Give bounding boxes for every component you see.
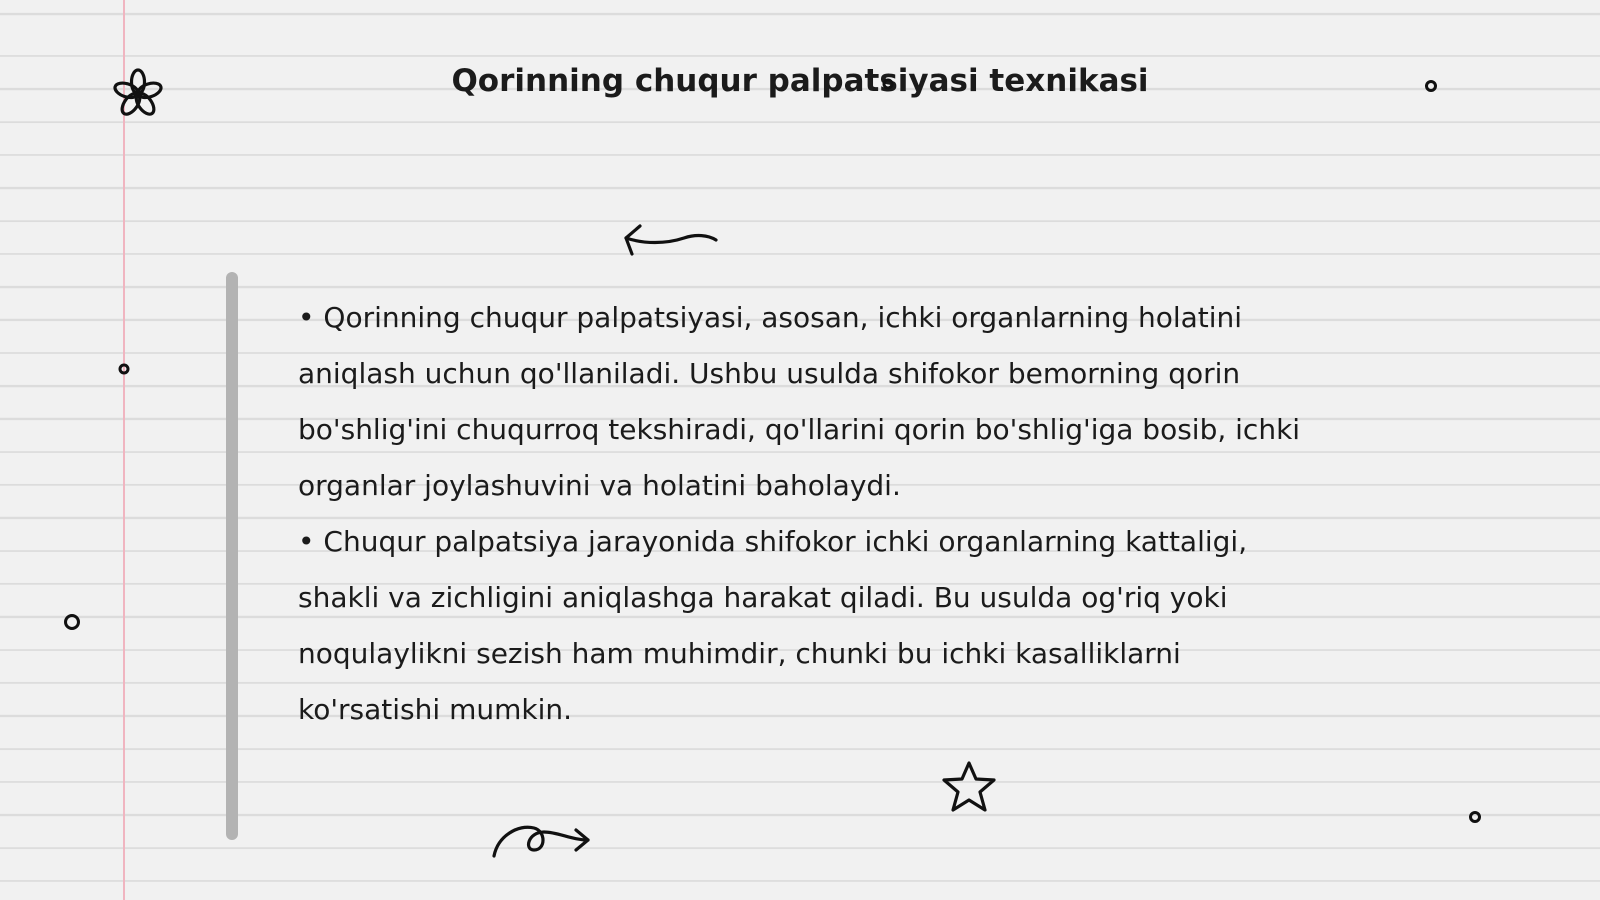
circle-icon: [1424, 79, 1438, 93]
circle-icon: [63, 613, 81, 631]
curly-arrow-right-icon: [490, 820, 594, 862]
arrow-left-icon: [622, 224, 718, 258]
bullet-paragraph-2: • Chuqur palpatsiya jarayonida shifokor ichki organlarning kattaligi, shakli va zichligini aniqlashga harakat qiladi. Bu usulda og'riq yoki noqulaylikni sezish ham muhimdir, chunki bu ichki kasalliklarni ko'rsatishi mumkin.: [298, 525, 1248, 726]
flower-icon: [112, 68, 164, 120]
notebook-margin-line: [123, 0, 125, 900]
circle-icon: [1468, 810, 1482, 824]
slide-title: Qorinning chuqur palpatsiyasi texnikasi: [451, 63, 1149, 99]
circle-icon: [882, 78, 894, 90]
slide-body: [298, 290, 1318, 738]
star-icon: [940, 760, 998, 814]
circle-icon: [118, 363, 130, 375]
bullet-paragraph-1: • Qorinning chuqur palpatsiyasi, asosan, ichki organlarning holatini aniqlash uchun qo'llaniladi. Ushbu usulda shifokor bemorning qorin bo'shlig'ini chuqurroq tekshiradi, qo'llarini qorin bo'shlig'iga bosib, ichki organlar joylashuvini va holatini baholaydi.: [298, 301, 1301, 502]
accent-side-bar: [226, 272, 238, 840]
